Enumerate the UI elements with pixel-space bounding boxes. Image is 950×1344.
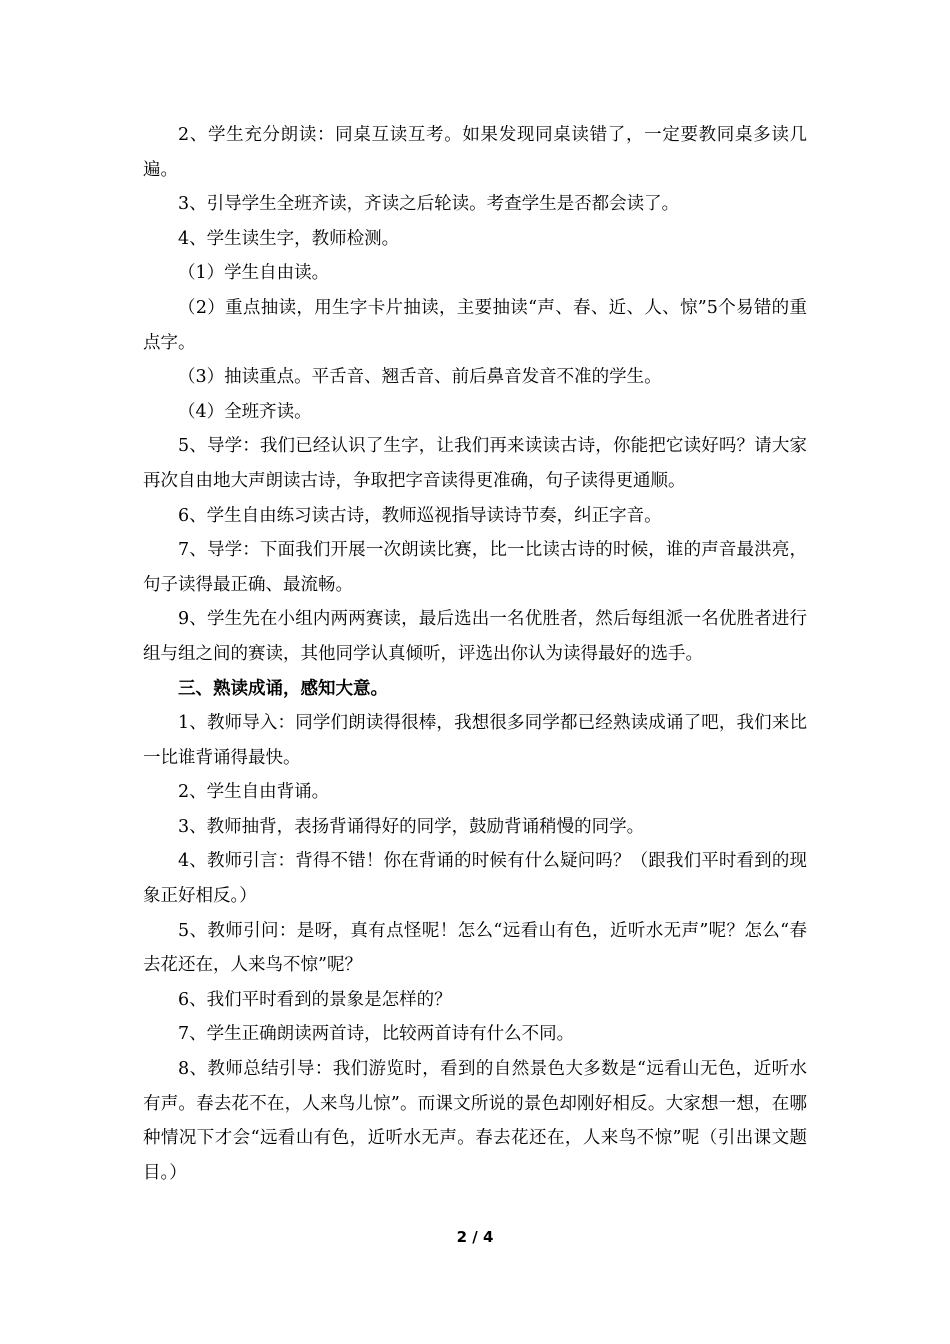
- paragraph: 3、引导学生全班齐读，齐读之后轮读。考查学生是否都会读了。: [178, 194, 680, 215]
- paragraph: （4）全班齐读。: [178, 401, 312, 422]
- paragraph: （2）重点抽读，用生字卡片抽读，主要抽读“声、春、近、人、惊”5个易错的重点字。: [143, 297, 807, 353]
- paragraph: 7、导学：下面我们开展一次朗读比赛，比一比读古诗的时候，谁的声音最洪亮，句子读得最正确、最流畅。: [143, 540, 807, 595]
- paragraph: 2、学生自由背诵。: [178, 782, 330, 803]
- paragraph: 6、我们平时看到的景象是怎样的？: [178, 989, 452, 1010]
- paragraph: 5、导学：我们已经认识了生字，让我们再来读读古诗，你能把它读好吗？请大家再次自由地大声朗读古诗，争取把字音读得更准确，句子读得更通顺。: [143, 436, 807, 491]
- paragraph: 4、教师引言：背得不错！你在背诵的时候有什么疑问吗？（跟我们平时看到的现象正好相反。）: [143, 851, 807, 907]
- paragraph: （3）抽读重点。平舌音、翘舌音、前后鼻音发音不准的学生。: [178, 367, 662, 388]
- paragraph: 7、学生正确朗读两首诗，比较两首诗有什么不同。: [178, 1024, 575, 1045]
- paragraph: （1）学生自由读。: [178, 263, 330, 284]
- page-number: 2 / 4: [456, 1228, 494, 1246]
- paragraph: 8、教师总结引导：我们游览时，看到的自然景色大多数是“远看山无色，近听水有声。春去花不在，人来鸟儿惊”。而课文所说的景色却刚好相反。大家想一想，在哪种情况下才会“远看山有色，近听水无声。春去花还在，人来鸟不惊”呢（引出课文题目。）: [143, 1059, 807, 1183]
- paragraph: 4、学生读生字，教师检测。: [178, 228, 400, 249]
- paragraph: 5、教师引问：是呀，真有点怪呢！怎么“远看山有色，近听水无声”呢？怎么“春去花还在，人来鸟不惊”呢？: [143, 920, 807, 976]
- paragraph: 2、学生充分朗读：同桌互读互考。如果发现同桌读错了，一定要教同桌多读几遍。: [143, 125, 807, 180]
- document-body: [143, 118, 807, 1190]
- paragraph: 6、学生自由练习读古诗，教师巡视指导读诗节奏，纠正字音。: [178, 505, 662, 526]
- section-heading: 三、熟读成诵，感知大意。: [178, 678, 388, 699]
- paragraph: 1、教师导入：同学们朗读得很棒，我想很多同学都已经熟读成诵了吧，我们来比一比谁背诵得最快。: [143, 713, 807, 768]
- paragraph: 3、教师抽背，表扬背诵得好的同学，鼓励背诵稍慢的同学。: [178, 816, 645, 837]
- paragraph: 9、学生先在小组内两两赛读，最后选出一名优胜者，然后每组派一名优胜者进行组与组之间的赛读，其他同学认真倾听，评选出你认为读得最好的选手。: [143, 609, 807, 664]
